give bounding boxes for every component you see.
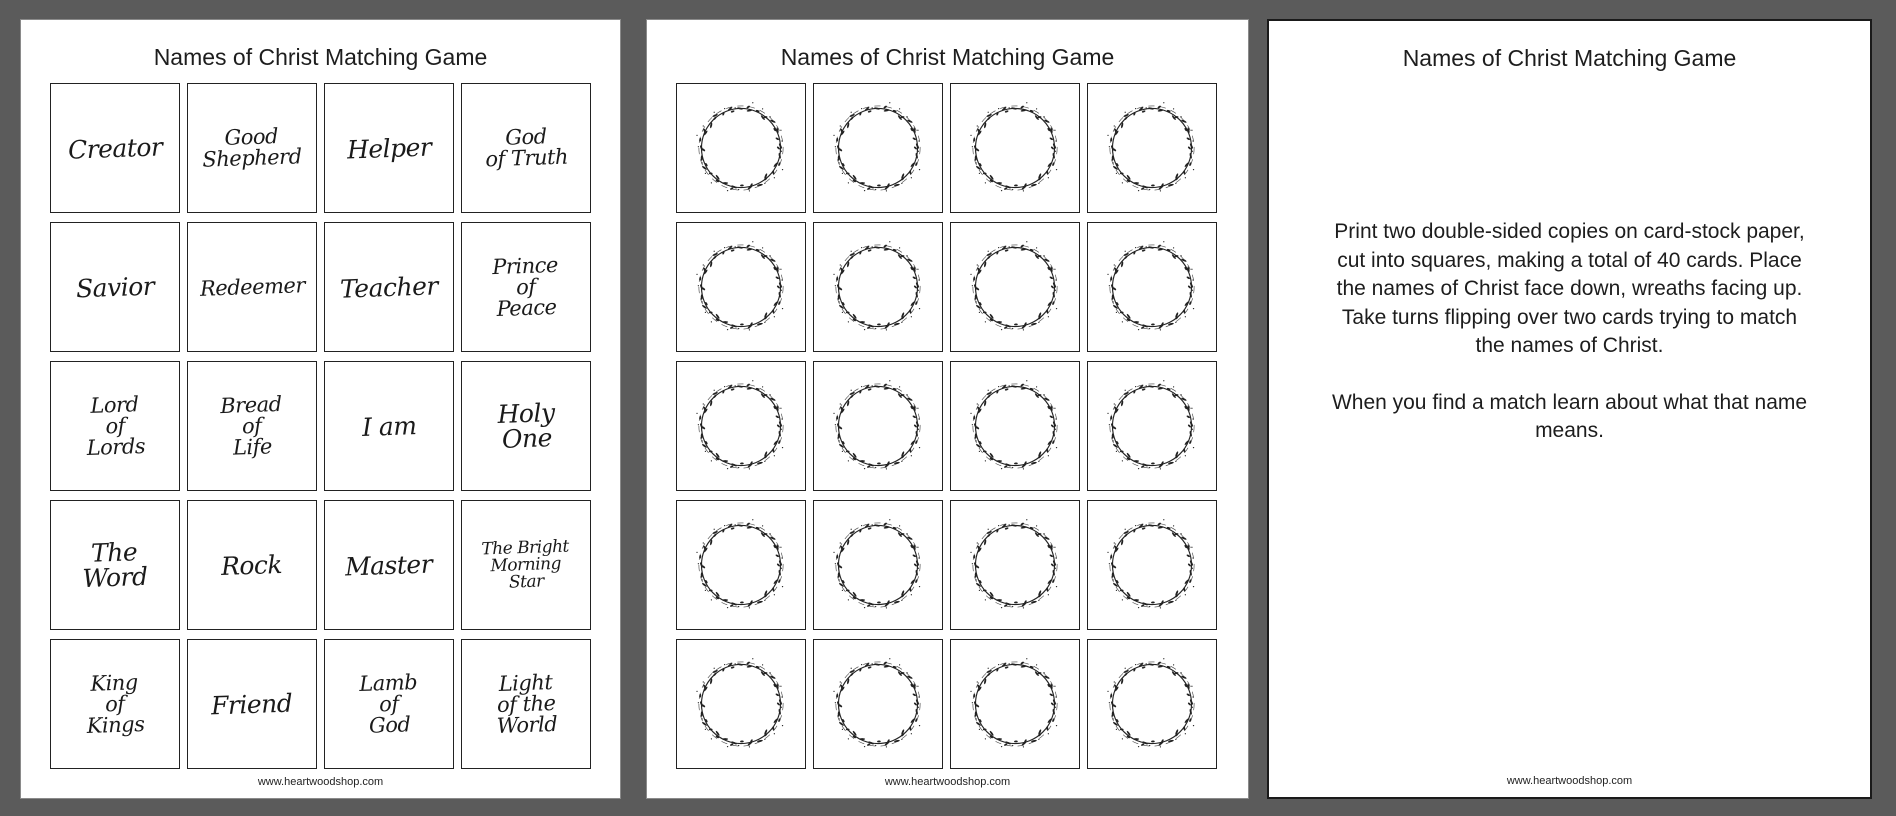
wreath-icon <box>826 652 930 756</box>
name-card <box>461 222 591 352</box>
page-name-cards <box>20 19 621 799</box>
name-card <box>324 500 454 630</box>
name-card-text: Teacher <box>339 270 439 304</box>
name-cards-grid <box>50 83 591 769</box>
name-card <box>461 639 591 769</box>
name-card-text: Creator <box>67 131 163 165</box>
page-instructions <box>1267 19 1872 799</box>
name-card-text: Light of the World <box>496 669 558 738</box>
name-card <box>324 222 454 352</box>
wreath-icon <box>1100 96 1204 200</box>
name-card <box>324 639 454 769</box>
name-card-text: King of Kings <box>86 669 145 738</box>
wreath-card <box>813 639 943 769</box>
wreath-icon <box>826 96 930 200</box>
wreath-icon <box>689 513 793 617</box>
footer-url: www.heartwoodshop.com <box>257 776 384 788</box>
wreath-cards-grid <box>676 83 1217 769</box>
wreath-card <box>813 361 943 491</box>
wreath-icon <box>689 652 793 756</box>
name-card <box>187 361 317 491</box>
wreath-card <box>813 83 943 213</box>
name-card-text: Friend <box>210 688 294 720</box>
name-card <box>187 222 317 352</box>
wreath-card <box>1087 500 1217 630</box>
wreath-card <box>1087 639 1217 769</box>
page-title: Names of Christ Matching Game <box>1402 45 1737 71</box>
name-card <box>461 500 591 630</box>
wreath-card <box>813 500 943 630</box>
name-card <box>50 639 180 769</box>
name-card <box>50 500 180 630</box>
wreath-card <box>950 500 1080 630</box>
wreath-card <box>676 639 806 769</box>
name-card <box>187 639 317 769</box>
name-card <box>324 83 454 213</box>
wreath-icon <box>963 513 1067 617</box>
name-card <box>187 500 317 630</box>
wreath-card <box>676 222 806 352</box>
instructions-paragraph-2: When you find a match learn about what that name means. <box>1331 390 1808 442</box>
name-card-text: The Bright Morning Star <box>481 535 570 593</box>
footer-url: www.heartwoodshop.com <box>884 776 1011 788</box>
wreath-card <box>676 361 806 491</box>
wreath-card <box>1087 83 1217 213</box>
wreath-icon <box>689 374 793 478</box>
page-wreath-cards <box>646 19 1249 799</box>
name-card-text: Bread of Life <box>220 391 283 460</box>
name-card-text: Redeemer <box>199 272 305 301</box>
wreath-icon <box>963 374 1067 478</box>
page-title: Names of Christ Matching Game <box>780 44 1115 70</box>
wreath-icon <box>689 96 793 200</box>
name-card-text: Master <box>344 548 434 582</box>
wreath-card <box>950 361 1080 491</box>
wreath-card <box>1087 222 1217 352</box>
wreath-icon <box>826 513 930 617</box>
instructions <box>1329 218 1810 474</box>
name-card <box>461 361 591 491</box>
wreath-card <box>676 83 806 213</box>
name-card <box>324 361 454 491</box>
wreath-icon <box>1100 235 1204 339</box>
wreath-icon <box>1100 374 1204 478</box>
name-card-text: Prince of Peace <box>492 252 559 321</box>
wreath-card <box>1087 361 1217 491</box>
name-card <box>187 83 317 213</box>
wreath-card <box>813 222 943 352</box>
name-card-text: Savior <box>75 271 155 303</box>
name-card-text: The Word <box>82 537 149 594</box>
name-card-text: Lord of Lords <box>86 391 146 460</box>
name-card <box>50 222 180 352</box>
wreath-icon <box>1100 513 1204 617</box>
name-card-text: I am <box>361 410 417 442</box>
name-card-text: Holy One <box>496 398 555 454</box>
wreath-card <box>950 639 1080 769</box>
wreath-icon <box>1100 652 1204 756</box>
name-card-text: God of Truth <box>484 124 569 172</box>
wreath-icon <box>826 374 930 478</box>
page-title: Names of Christ Matching Game <box>153 44 488 70</box>
name-card <box>50 83 180 213</box>
instructions-paragraph-1: Print two double-sided copies on card-stock paper, cut into squares, making a total of 40 cards. Place the names of Christ face down, wreaths facing up. Take turns flipping over two cards trying to match the names of Christ. <box>1334 220 1805 357</box>
name-card <box>461 83 591 213</box>
wreath-card <box>676 500 806 630</box>
footer-url: www.heartwoodshop.com <box>1506 775 1633 787</box>
wreath-icon <box>963 652 1067 756</box>
name-card <box>50 361 180 491</box>
wreath-icon <box>826 235 930 339</box>
wreath-icon <box>963 96 1067 200</box>
wreath-icon <box>963 235 1067 339</box>
wreath-icon <box>689 235 793 339</box>
wreath-card <box>950 222 1080 352</box>
name-card-text: Good Shepherd <box>202 124 303 172</box>
wreath-card <box>950 83 1080 213</box>
name-card-text: Lamb of God <box>358 669 418 738</box>
name-card-text: Rock <box>220 549 284 581</box>
name-card-text: Helper <box>346 132 432 164</box>
